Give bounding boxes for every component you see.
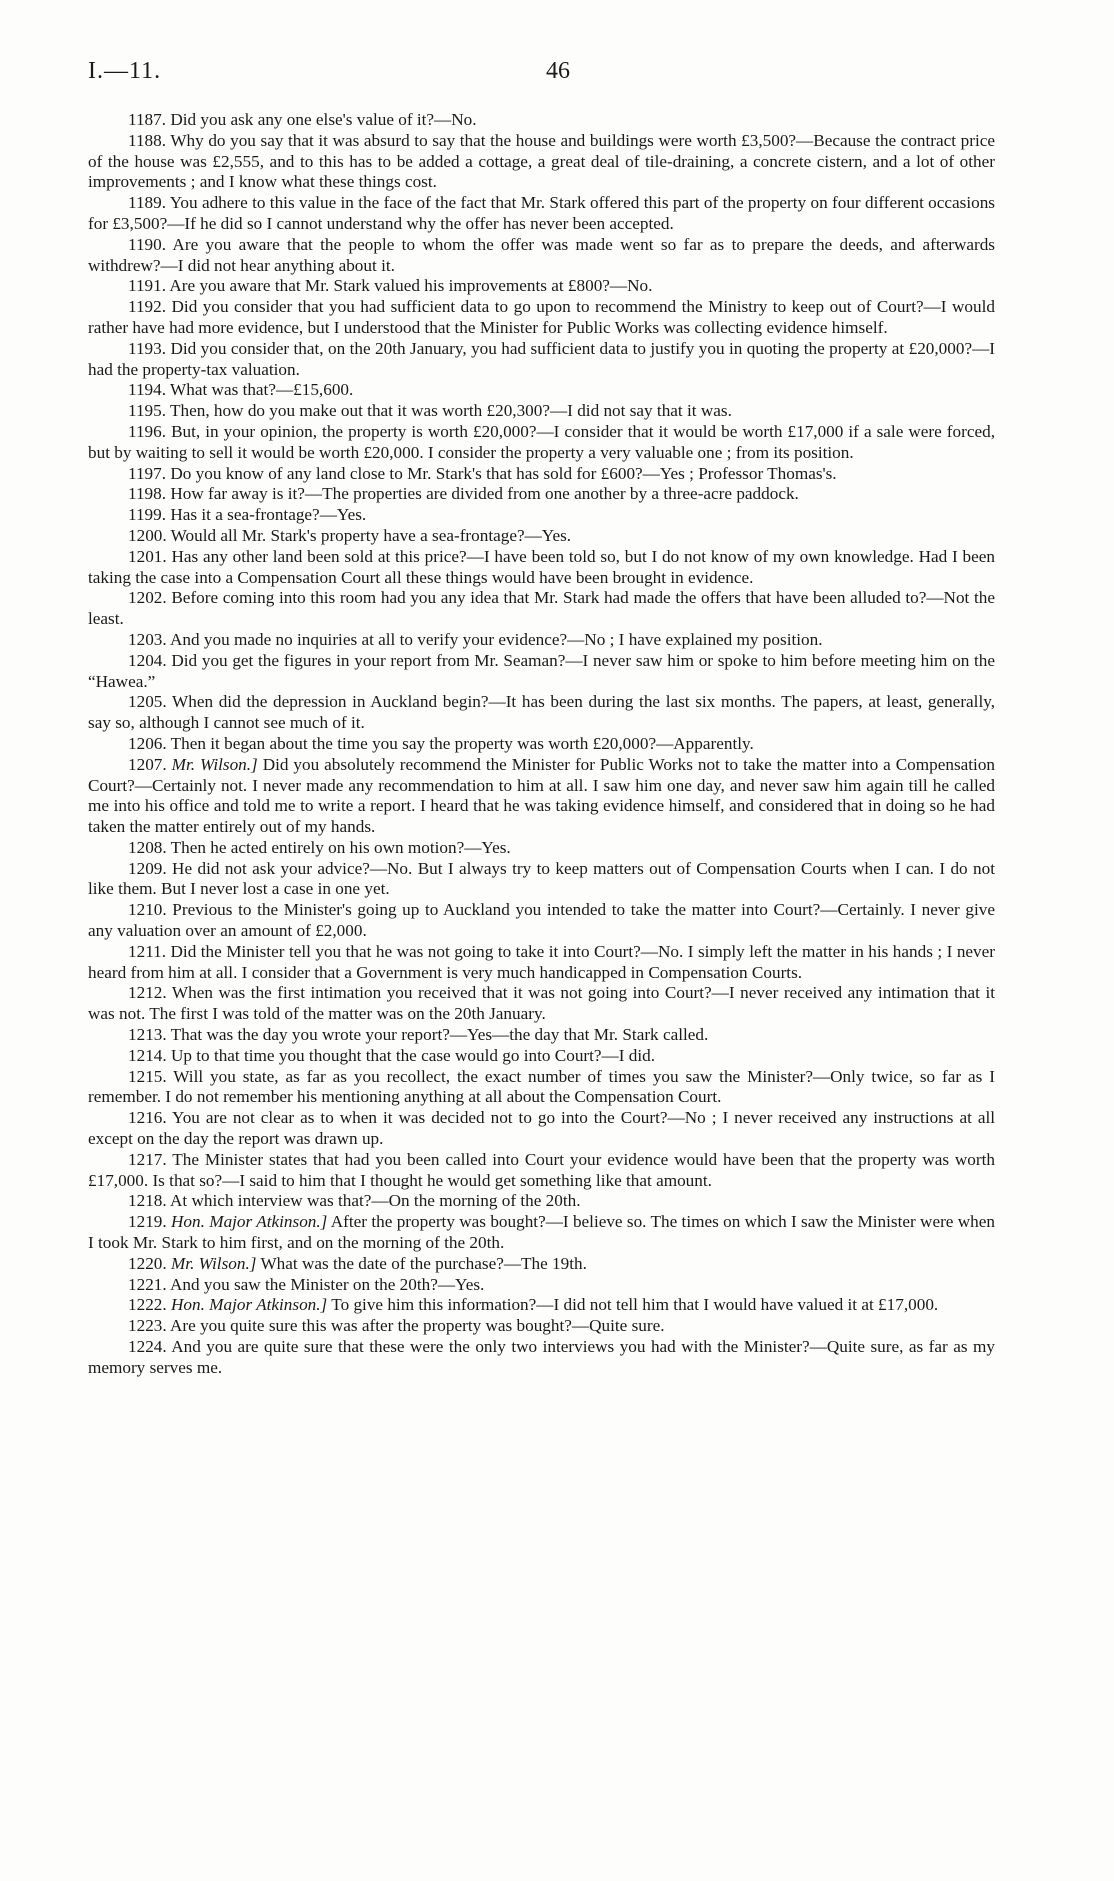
- paragraph-1193: [88, 339, 995, 381]
- paragraph-1214: [88, 1046, 995, 1067]
- paragraph-1189: [88, 193, 995, 235]
- paragraph-1217: [88, 1150, 995, 1192]
- paragraph-text: 1203. And you made no inquiries at all to verify your evidence?—No ; I have explained my position.: [128, 629, 823, 649]
- paragraph-1208: [88, 838, 995, 859]
- paragraph-1187: [88, 110, 995, 131]
- paragraph-number: 1219.: [128, 1212, 167, 1232]
- speaker-label: Hon. Major Atkinson.]: [170, 1295, 328, 1315]
- paragraph-1221: [88, 1275, 995, 1296]
- paragraph-1210: [88, 900, 995, 942]
- paragraph-text: 1209. He did not ask your advice?—No. But I always try to keep matters out of Compensation Courts when I can. I do not like them. But I never lost a case in one yet.: [88, 858, 995, 899]
- paragraph-1194: [88, 380, 995, 401]
- paragraph-text: 1216. You are not clear as to when it was decided not to go into the Court?—No ; I never received any instructions at all except on the day the report was drawn up.: [88, 1108, 995, 1149]
- paragraph-1197: [88, 464, 995, 485]
- paragraph-1188: [88, 131, 995, 193]
- page-header: [88, 58, 1028, 92]
- paragraph-text: 1210. Previous to the Minister's going up to Auckland you intended to take the matter into Court?—Certainly. I never give any valuation over an amount of £2,000.: [88, 900, 995, 941]
- paragraph-1191: [88, 276, 995, 297]
- paragraph-1203: [88, 630, 995, 651]
- paragraph-text: What was the date of the purchase?—The 19th.: [260, 1253, 587, 1273]
- paragraph-text: 1200. Would all Mr. Stark's property have a sea-frontage?—Yes.: [128, 525, 572, 545]
- paragraph-text: 1213. That was the day you wrote your report?—Yes—the day that Mr. Stark called.: [128, 1025, 709, 1045]
- paragraph-number: 1207.: [128, 754, 167, 774]
- paragraph-text: Did you absolutely recommend the Minister for Public Works not to take the matter into a Compensation Court?—Certainly not. I never made any recommendation to him at all. I saw him one day, and never saw him again till he called me into his office and told me to write a report. I heard that he was taking evidence himself, and considered that in doing so he had taken the matter entirely out of my hands.: [88, 754, 996, 837]
- page-number: 46: [546, 58, 570, 84]
- paragraph-text: 1211. Did the Minister tell you that he was not going to take it into Court?—No. I simply left the matter in his hands ; I never heard from him at all. I consider that a Government is very much handicapped in Compensation Courts.: [88, 941, 995, 982]
- paragraph-text: 1215. Will you state, as far as you recollect, the exact number of times you saw the Minister?—Only twice, so far as I remember. I do not remember his mentioning anything at all about the Compensation Court.: [88, 1066, 995, 1107]
- paragraph-1204: [88, 651, 995, 693]
- speaker-label: Hon. Major Atkinson.]: [171, 1212, 328, 1232]
- paragraph-1192: [88, 297, 995, 339]
- paragraph-text: 1224. And you are quite sure that these were the only two interviews you had with the Minister?—Quite sure, as far as my memory serves me.: [88, 1337, 995, 1377]
- paragraph-number: 1222.: [128, 1295, 167, 1315]
- speaker-label: Mr. Wilson.]: [170, 1253, 257, 1273]
- paragraph-text: 1196. But, in your opinion, the property is worth £20,000?—I consider that it would be worth £17,000 if a sale were forced, but by waiting to sell it would be worth £20,000. I consider the property a very valuable one ; from its position.: [88, 421, 995, 462]
- paragraph-number: 1220.: [128, 1253, 167, 1273]
- paragraph-text: 1190. Are you aware that the people to whom the offer was made went so far as to prepare the deeds, and afterwards withdrew?—I did not hear anything about it.: [88, 234, 995, 275]
- paragraph-1213: [88, 1025, 995, 1046]
- paragraph-text: 1217. The Minister states that had you been called into Court your evidence would have been that the property was worth £17,000. Is that so?—I said to him that I thought he would get something like that amount.: [88, 1149, 995, 1190]
- paragraph-1224: [88, 1337, 995, 1379]
- paragraph-text: 1198. How far away is it?—The properties are divided from one another by a three-acre paddock.: [128, 484, 799, 504]
- paragraph-1195: [88, 401, 995, 422]
- paragraph-1223: [88, 1316, 995, 1337]
- paragraph-1198: [88, 484, 995, 505]
- paragraph-text: 1197. Do you know of any land close to Mr. Stark's that has sold for £600?—Yes ; Professor Thomas's.: [128, 463, 837, 483]
- paragraph-text: 1187. Did you ask any one else's value of it?—No.: [128, 110, 477, 129]
- paragraph-text: 1193. Did you consider that, on the 20th January, you had sufficient data to justify you in quoting the property at £20,000?—I had the property-tax valuation.: [88, 338, 995, 379]
- paragraph-text: 1206. Then it began about the time you say the property was worth £20,000?—Apparently.: [128, 733, 754, 753]
- paragraph-1199: [88, 505, 995, 526]
- paragraph-text: After the property was bought?—I believe so. The times on which I saw the Minister were when I took Mr. Stark to him first, and on the morning of the 20th.: [88, 1212, 995, 1253]
- paragraph-text: 1195. Then, how do you make out that it was worth £20,300?—I did not say that it was.: [128, 401, 732, 421]
- paragraph-text: 1205. When did the depression in Auckland begin?—It has been during the last six months. The papers, at least, generally, say so, although I cannot see much of it.: [88, 692, 995, 733]
- evidence-body: [88, 110, 995, 1379]
- paragraph-1202: [88, 588, 995, 630]
- paragraph-text: To give him this information?—I did not tell him that I would have valued it at £17,000.: [331, 1295, 939, 1315]
- paragraph-1211: [88, 942, 995, 984]
- paragraph-1222: [88, 1295, 995, 1316]
- paragraph-1190: [88, 235, 995, 277]
- paragraph-1219: [88, 1212, 995, 1254]
- paragraph-1215: [88, 1067, 995, 1109]
- paragraph-text: 1202. Before coming into this room had you any idea that Mr. Stark had made the offers that have been alluded to?—Not the least.: [88, 588, 995, 629]
- paragraph-1200: [88, 526, 995, 547]
- paragraph-text: 1188. Why do you say that it was absurd to say that the house and buildings were worth £3,500?—Because the contract price of the house was £2,555, and to this has to be added a cottage, a great deal of tile-draining, a concrete cistern, and a lot of other improvements ; and I know what these things cost.: [88, 130, 995, 192]
- paragraph-text: 1199. Has it a sea-frontage?—Yes.: [128, 505, 367, 525]
- paragraph-1207: [88, 755, 995, 838]
- speaker-label: Mr. Wilson.]: [171, 754, 258, 774]
- paragraph-1205: [88, 692, 995, 734]
- paragraph-1196: [88, 422, 995, 464]
- paragraph-text: 1212. When was the first intimation you received that it was not going into Court?—I never received any intimation that it was not. The first I was told of the matter was on the 20th January.: [88, 983, 995, 1024]
- paragraph-text: 1214. Up to that time you thought that the case would go into Court?—I did.: [128, 1045, 656, 1065]
- paragraph-text: 1194. What was that?—£15,600.: [128, 380, 354, 400]
- paragraph-1216: [88, 1108, 995, 1150]
- paragraph-text: 1201. Has any other land been sold at this price?—I have been told so, but I do not know of my own knowledge. Had I been taking the case into a Compensation Court all these things would have been brought in evidence.: [88, 546, 995, 587]
- paragraph-text: 1191. Are you aware that Mr. Stark valued his improvements at £800?—No.: [128, 276, 653, 296]
- paragraph-1201: [88, 547, 995, 589]
- paragraph-1206: [88, 734, 995, 755]
- paragraph-text: 1223. Are you quite sure this was after the property was bought?—Quite sure.: [128, 1316, 665, 1336]
- paragraph-text: 1218. At which interview was that?—On the morning of the 20th.: [128, 1191, 581, 1211]
- paragraph-1220: [88, 1254, 995, 1275]
- paragraph-text: 1221. And you saw the Minister on the 20th?—Yes.: [128, 1274, 485, 1294]
- paragraph-1218: [88, 1191, 995, 1212]
- paragraph-text: 1204. Did you get the figures in your report from Mr. Seaman?—I never saw him or spoke to him before meeting him on the “Hawea.”: [88, 650, 995, 691]
- paragraph-1209: [88, 859, 995, 901]
- document-reference: I.—11.: [88, 58, 162, 84]
- paragraph-text: 1192. Did you consider that you had sufficient data to go upon to recommend the Ministry to keep out of Court?—I would rather have had more evidence, but I understood that the Minister for Public Works was collecting evidence himself.: [88, 297, 995, 337]
- paragraph-text: 1189. You adhere to this value in the face of the fact that Mr. Stark offered this part of the property on four different occasions for £3,500?—If he did so I cannot understand why the offer has never been accepted.: [88, 193, 995, 233]
- paragraph-text: 1208. Then he acted entirely on his own motion?—Yes.: [128, 837, 511, 857]
- paragraph-1212: [88, 983, 995, 1025]
